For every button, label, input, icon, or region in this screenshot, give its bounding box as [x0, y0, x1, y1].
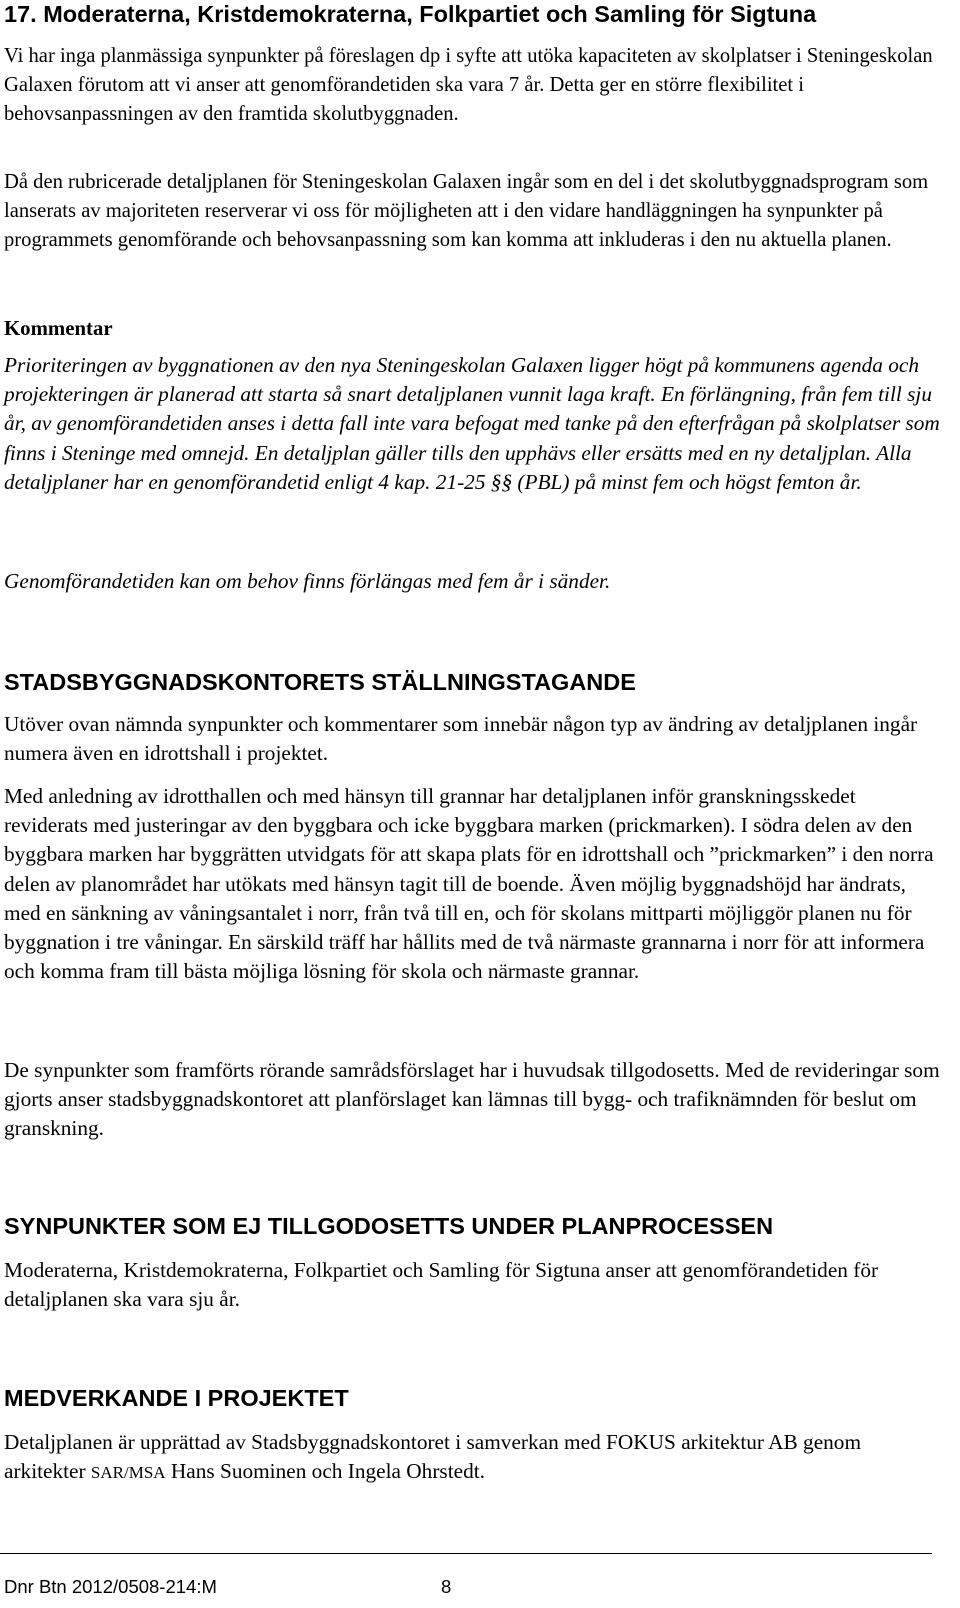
paragraph: Utöver ovan nämnda synpunkter och kommentarer som innebär någon typ av ändring av detaljplanen ingår numera även en idrottshall i projektet.	[4, 712, 918, 766]
medverkande-abbreviation: SAR/MSA	[90, 1463, 166, 1483]
kommentar-paragraph: Genomförandetiden kan om behov finns förlängas med fem år i sänder.	[4, 569, 611, 593]
footer-divider	[0, 1553, 932, 1554]
paragraph: Med anledning av idrotthallen och med hänsyn till grannar har detaljplanen inför granskningsskedet reviderats med justeringar av den byggbara och icke byggbara marken (prickmarken). I södra delen av den byggbara marken har byggrätten utvidgats för att skapa plats för en idrottshall och ”prickmarken” i den norra delen av planområdet har utökats med hänsyn tagit till de boende. Även möjlig byggnadshöjd har ändrats, med en sänkning av våningsantalet i norr, från två till en, och för skolans mittparti möjliggör planen nu för byggnation i tre våningar. En särskild träff har hållits med de två närmaste grannarna i norr för att informera och komma fram till bästa möjliga lösning för skola och närmaste grannar.	[4, 784, 934, 984]
paragraph: Då den rubricerade detaljplanen för Steningeskolan Galaxen ingår som en del i det skolutbyggnadsprogram som lanserats av majoriteten reserverar vi oss för möjligheten att i den vidare handläggningen ha synpunkter på programmets genomförande och behovsanpassning som kan komma att inkluderas i den nu aktuella planen.	[4, 171, 929, 252]
section-heading-17: 17. Moderaterna, Kristdemokraterna, Folkpartiet och Samling för Sigtuna	[4, 1, 817, 27]
section-heading-ej-tillgodosetts: SYNPUNKTER SOM EJ TILLGODOSETTS UNDER PLANPROCESSEN	[4, 1213, 774, 1239]
section-heading-medverkande: MEDVERKANDE I PROJEKTET	[4, 1385, 349, 1411]
paragraph: De synpunkter som framförts rörande samrådsförslaget har i huvudsak tillgodosetts. Med de revideringar som gjorts anser stadsbyggnadskontoret att planförslaget kan lämnas till bygg- och trafiknämnden för beslut om granskning.	[4, 1058, 940, 1141]
kommentar-label: Kommentar	[4, 317, 113, 340]
paragraph	[4, 1428, 944, 1487]
page-number: 8	[441, 1576, 452, 1597]
medverkande-text: Hans Suominen och Ingela Ohrstedt.	[165, 1459, 485, 1484]
kommentar-paragraph: Prioriteringen av byggnationen av den nya Steningeskolan Galaxen ligger högt på kommunens agenda och projekteringen är planerad att starta så snart detaljplanen vunnit laga kraft. En förlängning, från fem till sju år, av genomförandetiden anses i detta fall inte vara befogat med tanke på den efterfrågan på skolplatser som finns i Steninge med omnejd. En detaljplan gäller tills den upphävs eller ersätts med en ny detaljplan. Alla detaljplaner har en genomförandetid enligt 4 kap. 21-25 §§ (PBL) på minst fem och högst femton år.	[4, 353, 940, 494]
footer-dnr: Dnr Btn 2012/0508-214:M	[4, 1576, 217, 1597]
medverkande-text: Detaljplanen är upprättad av Stadsbyggnadskontoret i samverkan med FOKUS arkitektur AB genom arkitekter	[4, 1430, 862, 1484]
section-heading-stallningstagande: STADSBYGGNADSKONTORETS STÄLLNINGSTAGANDE	[4, 669, 636, 695]
paragraph: Vi har inga planmässiga synpunkter på föreslagen dp i syfte att utöka kapaciteten av skolplatser i Steningeskolan Galaxen förutom att vi anser att genomförandetiden ska vara 7 år. Detta ger en större flexibilitet i behovsanpassningen av den framtida skolutbyggnaden.	[4, 45, 933, 126]
paragraph: Moderaterna, Kristdemokraterna, Folkpartiet och Samling för Sigtuna anser att genomförandetiden för detaljplanen ska vara sju år.	[4, 1258, 879, 1312]
